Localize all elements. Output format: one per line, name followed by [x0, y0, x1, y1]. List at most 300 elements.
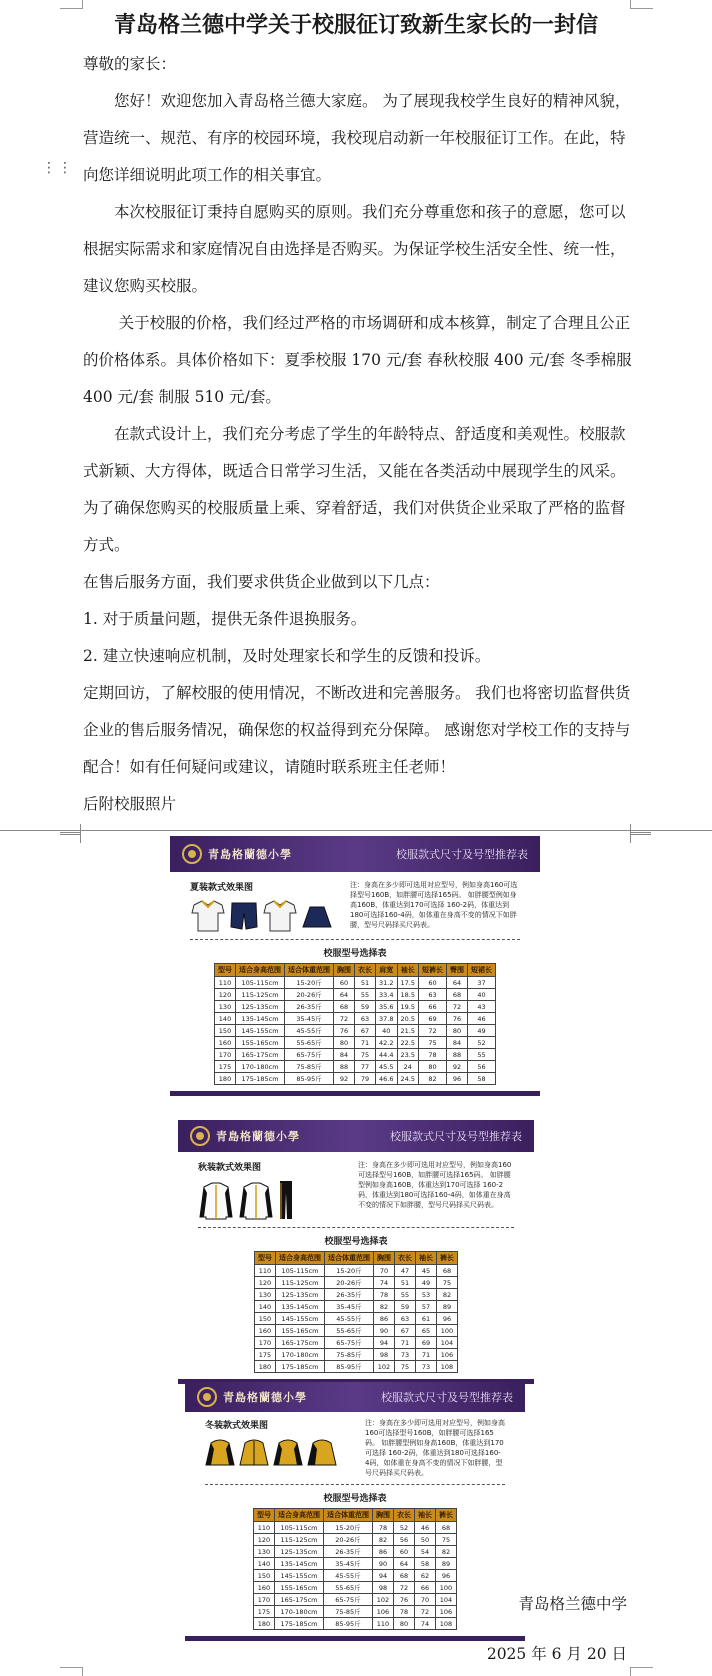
table-cell: 66	[415, 1582, 436, 1594]
table-cell: 74	[415, 1618, 436, 1630]
table-row	[215, 1061, 496, 1073]
list-item: 2. 建立快速响应机制，及时处理家长和学生的反馈和投诉。	[83, 647, 491, 665]
table-cell: 46	[415, 1522, 436, 1534]
table-cell: 86	[374, 1313, 395, 1325]
section-label: 秋装款式效果图	[198, 1163, 262, 1173]
table-cell: 67	[355, 1025, 376, 1037]
table-cell: 84	[446, 1037, 467, 1049]
table-row	[215, 1037, 496, 1049]
table-cell: 145-155cm	[276, 1313, 325, 1325]
table-cell: 26-35斤	[285, 1001, 334, 1013]
table-cell: 68	[394, 1570, 415, 1582]
table-row	[254, 1546, 457, 1558]
table-cell: 15-20斤	[324, 1522, 373, 1534]
table-cell: 82	[418, 1073, 446, 1085]
table-header-cell: 臀围	[446, 964, 467, 977]
table-cell: 170-180cm	[276, 1349, 325, 1361]
table-cell: 61	[416, 1313, 437, 1325]
padded-coat-icon	[307, 1437, 337, 1469]
table-cell: 75	[395, 1361, 416, 1373]
table-cell: 76	[334, 1025, 355, 1037]
table-cell: 72	[334, 1013, 355, 1025]
table-cell: 72	[446, 1001, 467, 1013]
table-cell: 75	[436, 1534, 457, 1546]
table-row	[215, 1049, 496, 1061]
table-cell: 59	[355, 1001, 376, 1013]
table-cell: 70	[374, 1265, 395, 1277]
table-cell: 100	[437, 1325, 458, 1337]
table-cell: 35-45斤	[324, 1558, 373, 1570]
table-cell: 80	[418, 1061, 446, 1073]
table-title: 校服型号选择表	[323, 1494, 387, 1504]
table-cell: 55	[467, 1049, 495, 1061]
summer-uniform-images	[190, 899, 340, 933]
page-corner-mark	[630, 832, 651, 843]
table-header-cell: 适合体重范围	[285, 964, 334, 977]
table-cell: 82	[437, 1289, 458, 1301]
padded-coat-icon	[239, 1437, 269, 1469]
table-cell: 180	[254, 1618, 275, 1630]
table-cell: 76	[446, 1013, 467, 1025]
table-row	[254, 1534, 457, 1546]
table-cell: 58	[467, 1073, 495, 1085]
table-cell: 57	[416, 1301, 437, 1313]
drag-handle-icon[interactable]: ⋮⋮	[42, 160, 74, 176]
table-cell: 76	[394, 1594, 415, 1606]
table-cell: 160	[254, 1582, 275, 1594]
table-header-cell: 胸围	[334, 964, 355, 977]
table-cell: 55-65斤	[324, 1582, 373, 1594]
table-header-cell: 衣长	[395, 1252, 416, 1265]
uniform-panel-autumn	[178, 1120, 534, 1384]
table-cell: 145-155cm	[236, 1025, 285, 1037]
table-cell: 40	[376, 1025, 397, 1037]
table-cell: 71	[416, 1349, 437, 1361]
table-header-cell: 适合体重范围	[325, 1252, 374, 1265]
table-cell: 52	[467, 1037, 495, 1049]
school-name: 青島格蘭德小學	[216, 1130, 300, 1143]
table-header-cell: 衣长	[394, 1509, 415, 1522]
table-cell: 18.5	[397, 989, 418, 1001]
table-cell: 73	[416, 1361, 437, 1373]
table-cell: 65	[416, 1325, 437, 1337]
table-cell: 68	[437, 1265, 458, 1277]
table-cell: 77	[355, 1061, 376, 1073]
table-cell: 82	[436, 1546, 457, 1558]
table-cell: 23.5	[397, 1049, 418, 1061]
table-cell: 45-55斤	[324, 1570, 373, 1582]
table-cell: 80	[334, 1037, 355, 1049]
table-cell: 17.5	[397, 977, 418, 989]
table-cell: 56	[394, 1534, 415, 1546]
table-header-cell: 适合身高范围	[236, 964, 285, 977]
school-name: 青島格蘭德小學	[208, 848, 292, 861]
table-header-cell: 短裤长	[418, 964, 446, 977]
table-cell: 82	[373, 1534, 394, 1546]
table-cell: 60	[334, 977, 355, 989]
table-cell: 115-125cm	[275, 1534, 324, 1546]
table-cell: 68	[436, 1522, 457, 1534]
table-cell: 98	[374, 1349, 395, 1361]
table-cell: 120	[254, 1534, 275, 1546]
padded-coat-icon	[205, 1437, 235, 1469]
table-cell: 145-155cm	[275, 1570, 324, 1582]
table-cell: 90	[374, 1325, 395, 1337]
table-cell: 44.4	[376, 1049, 397, 1061]
table-header-cell: 肩宽	[376, 964, 397, 977]
table-cell: 106	[373, 1606, 394, 1618]
letter-body	[83, 46, 633, 823]
table-row	[255, 1301, 458, 1313]
table-cell: 26-35斤	[324, 1546, 373, 1558]
table-cell: 85-95斤	[285, 1073, 334, 1085]
table-cell: 88	[334, 1061, 355, 1073]
attachment-note: 后附校服照片	[83, 795, 177, 813]
table-cell: 49	[416, 1277, 437, 1289]
uniform-panel-winter	[185, 1382, 525, 1641]
list-item: 1. 对于质量问题，提供无条件退换服务。	[83, 610, 367, 628]
table-cell: 92	[446, 1061, 467, 1073]
table-cell: 62	[415, 1570, 436, 1582]
skirt-icon	[302, 899, 332, 933]
table-cell: 108	[437, 1361, 458, 1373]
table-row	[254, 1618, 457, 1630]
table-cell: 64	[334, 989, 355, 1001]
table-cell: 51	[355, 977, 376, 989]
table-cell: 71	[395, 1337, 416, 1349]
school-name: 青島格蘭德小學	[223, 1391, 307, 1404]
table-cell: 150	[255, 1313, 276, 1325]
section-label: 冬装款式效果图	[205, 1421, 269, 1431]
table-cell: 130	[215, 1001, 236, 1013]
table-cell: 45	[416, 1265, 437, 1277]
table-cell: 69	[418, 1013, 446, 1025]
table-cell: 135-145cm	[236, 1013, 285, 1025]
table-cell: 65-75斤	[325, 1337, 374, 1349]
table-cell: 20-26斤	[285, 989, 334, 1001]
table-row	[215, 989, 496, 1001]
table-cell: 130	[254, 1546, 275, 1558]
size-note: 注：身高在多少即可选用对应型号，例如身高160可选择型号160B，如胖腰可选择165码。 如胖腰型例如身高160B，体重达到170可选择 160-2码，体重达到180可选择160-4码，如体重在身高不变的情况下如胖腰，型号尺码择买尺码表。	[358, 1161, 512, 1209]
table-cell: 72	[394, 1582, 415, 1594]
table-cell: 15-20斤	[325, 1265, 374, 1277]
table-cell: 74	[374, 1277, 395, 1289]
banner-caption: 校服款式尺寸及号型推荐表	[390, 1130, 522, 1143]
table-cell: 26-35斤	[325, 1289, 374, 1301]
table-cell: 170-180cm	[275, 1606, 324, 1618]
table-cell: 50	[415, 1534, 436, 1546]
table-header-cell: 袖长	[416, 1252, 437, 1265]
table-row	[254, 1522, 457, 1534]
paragraph-price: 关于校服的价格，我们经过严格的市场调研和成本核算，制定了合理且公正的价格体系。具体价格如下：夏季校服 170 元/套 春秋校服 400 元/套 冬季棉服 400 元/套 制服 510 元/套。	[83, 314, 632, 406]
signature-date: 2025 年 6 月 20 日	[486, 1645, 627, 1663]
size-note: 注：身高在多少即可选用对应型号，例如身高160可选择型号160B，如胖腰可选择165码。 如胖腰型例如身高160B，体重达到170可选择 160-2码，体重达到180可选择160-4码，如体重在身高不变的情况下如胖腰，型号尺码择买尺码表。	[365, 1419, 505, 1477]
table-cell: 65-75斤	[285, 1049, 334, 1061]
table-cell: 140	[254, 1558, 275, 1570]
table-cell: 94	[373, 1570, 394, 1582]
table-cell: 98	[373, 1582, 394, 1594]
table-header-cell: 适合体重范围	[324, 1509, 373, 1522]
table-cell: 54	[415, 1546, 436, 1558]
table-cell: 104	[437, 1337, 458, 1349]
paragraph-design: 在款式设计上，我们充分考虑了学生的年龄特点、舒适度和美观性。校服款式新颖、大方得体，既适合日常学习生活，又能在各类活动中展现学生的风采。为了确保您购买的校服质量上乘、穿着舒适，我们对供货企业采取了严格的监督方式。	[83, 425, 626, 554]
paragraph-welcome: 您好！欢迎您加入青岛格兰德大家庭。 为了展现我校学生良好的精神风貌，营造统一、规范、有序的校园环境，我校现启动新一年校服征订工作。在此，特向您详细说明此项工作的相关事宜。	[83, 92, 631, 184]
divider	[190, 939, 520, 940]
table-cell: 140	[255, 1301, 276, 1313]
table-cell: 160	[215, 1037, 236, 1049]
table-cell: 84	[334, 1049, 355, 1061]
table-cell: 165-175cm	[275, 1594, 324, 1606]
table-cell: 56	[467, 1061, 495, 1073]
table-cell: 63	[355, 1013, 376, 1025]
table-cell: 170	[215, 1049, 236, 1061]
table-header-row	[254, 1509, 457, 1522]
table-cell: 125-135cm	[236, 1001, 285, 1013]
table-cell: 52	[394, 1522, 415, 1534]
salutation: 尊敬的家长：	[83, 55, 177, 73]
page-break-line	[0, 830, 712, 831]
table-cell: 42.2	[376, 1037, 397, 1049]
table-cell: 96	[437, 1313, 458, 1325]
table-cell: 170	[254, 1594, 275, 1606]
table-cell: 108	[436, 1618, 457, 1630]
table-row	[215, 977, 496, 989]
table-cell: 180	[215, 1073, 236, 1085]
table-header-cell: 衣长	[355, 964, 376, 977]
table-cell: 175	[215, 1061, 236, 1073]
table-cell: 120	[255, 1277, 276, 1289]
table-cell: 64	[394, 1558, 415, 1570]
table-row	[255, 1277, 458, 1289]
table-cell: 53	[416, 1289, 437, 1301]
table-cell: 150	[215, 1025, 236, 1037]
table-cell: 82	[374, 1301, 395, 1313]
track-pants-icon	[278, 1179, 294, 1221]
table-cell: 24.5	[397, 1073, 418, 1085]
table-row	[215, 1001, 496, 1013]
table-cell: 175	[255, 1349, 276, 1361]
table-row	[254, 1606, 457, 1618]
panel-banner	[178, 1120, 534, 1152]
table-cell: 49	[467, 1025, 495, 1037]
divider	[205, 1484, 505, 1485]
polo-shirt-icon	[262, 899, 298, 933]
table-cell: 105-115cm	[275, 1522, 324, 1534]
table-header-cell: 型号	[215, 964, 236, 977]
table-row	[254, 1582, 457, 1594]
table-row	[215, 1025, 496, 1037]
letter-title: 青岛格兰德中学关于校服征订致新生家长的一封信	[113, 13, 598, 38]
table-header-row	[215, 964, 496, 977]
size-table-autumn	[254, 1251, 458, 1373]
table-cell: 70	[415, 1594, 436, 1606]
table-cell: 35-45斤	[325, 1301, 374, 1313]
table-cell: 106	[436, 1606, 457, 1618]
table-cell: 75-85斤	[325, 1349, 374, 1361]
table-cell: 68	[334, 1001, 355, 1013]
table-cell: 15-20斤	[285, 977, 334, 989]
table-cell: 155-165cm	[236, 1037, 285, 1049]
table-cell: 33.4	[376, 989, 397, 1001]
table-cell: 86	[373, 1546, 394, 1558]
table-cell: 55-65斤	[285, 1037, 334, 1049]
table-cell: 175	[254, 1606, 275, 1618]
table-header-cell: 型号	[255, 1252, 276, 1265]
table-cell: 78	[374, 1289, 395, 1301]
table-cell: 69	[416, 1337, 437, 1349]
table-cell: 55	[355, 989, 376, 1001]
table-cell: 20.5	[397, 1013, 418, 1025]
table-cell: 80	[394, 1618, 415, 1630]
panel-footer-bar	[170, 1091, 540, 1096]
table-cell: 46.6	[376, 1073, 397, 1085]
table-cell: 68	[446, 989, 467, 1001]
table-cell: 37	[467, 977, 495, 989]
school-emblem-icon	[197, 1387, 217, 1407]
school-emblem-icon	[190, 1126, 210, 1146]
table-cell: 67	[395, 1325, 416, 1337]
table-header-cell: 袖长	[397, 964, 418, 977]
table-row	[255, 1337, 458, 1349]
table-cell: 75	[437, 1277, 458, 1289]
table-header-cell: 短裙长	[467, 964, 495, 977]
signature-school: 青岛格兰德中学	[518, 1595, 627, 1613]
table-cell: 94	[374, 1337, 395, 1349]
table-cell: 20-26斤	[324, 1534, 373, 1546]
table-cell: 175-185cm	[236, 1073, 285, 1085]
table-cell: 20-26斤	[325, 1277, 374, 1289]
table-row	[215, 1073, 496, 1085]
table-cell: 66	[418, 1001, 446, 1013]
table-cell: 75-85斤	[324, 1606, 373, 1618]
table-cell: 51	[395, 1277, 416, 1289]
table-header-cell: 裤长	[437, 1252, 458, 1265]
table-cell: 80	[446, 1025, 467, 1037]
table-cell: 31.2	[376, 977, 397, 989]
table-cell: 110	[373, 1618, 394, 1630]
school-emblem-icon	[182, 844, 202, 864]
table-cell: 110	[215, 977, 236, 989]
table-cell: 115-125cm	[276, 1277, 325, 1289]
table-cell: 63	[418, 989, 446, 1001]
table-cell: 60	[394, 1546, 415, 1558]
table-cell: 46	[467, 1013, 495, 1025]
table-cell: 58	[415, 1558, 436, 1570]
table-cell: 92	[334, 1073, 355, 1085]
banner-caption: 校服款式尺寸及号型推荐表	[396, 848, 528, 861]
table-header-cell: 胸围	[374, 1252, 395, 1265]
winter-uniform-images	[205, 1437, 355, 1469]
size-table-winter	[253, 1508, 457, 1630]
table-cell: 75-85斤	[285, 1061, 334, 1073]
table-cell: 79	[355, 1073, 376, 1085]
table-cell: 115-125cm	[236, 989, 285, 1001]
banner-caption: 校服款式尺寸及号型推荐表	[381, 1391, 513, 1404]
table-cell: 59	[395, 1301, 416, 1313]
table-cell: 21.5	[397, 1025, 418, 1037]
table-title: 校服型号选择表	[323, 949, 387, 959]
table-row	[215, 1013, 496, 1025]
table-cell: 130	[255, 1289, 276, 1301]
table-cell: 63	[395, 1313, 416, 1325]
table-cell: 78	[394, 1606, 415, 1618]
table-cell: 85-95斤	[324, 1618, 373, 1630]
table-row	[254, 1558, 457, 1570]
table-title: 校服型号选择表	[324, 1237, 388, 1247]
table-row	[255, 1325, 458, 1337]
divider	[198, 1227, 514, 1228]
table-cell: 22.5	[397, 1037, 418, 1049]
table-cell: 170-180cm	[236, 1061, 285, 1073]
table-cell: 105-115cm	[236, 977, 285, 989]
track-jacket-icon	[198, 1181, 234, 1221]
shorts-icon	[230, 899, 258, 933]
table-cell: 47	[395, 1265, 416, 1277]
paragraph-aftersales: 在售后服务方面，我们要求供货企业做到以下几点：	[83, 573, 440, 591]
table-header-cell: 型号	[254, 1509, 275, 1522]
table-row	[255, 1361, 458, 1373]
table-cell: 140	[215, 1013, 236, 1025]
table-header-cell: 适合身高范围	[275, 1509, 324, 1522]
table-cell: 135-145cm	[275, 1558, 324, 1570]
table-row	[255, 1349, 458, 1361]
table-cell: 85-95斤	[325, 1361, 374, 1373]
padded-coat-icon	[273, 1437, 303, 1469]
table-cell: 125-135cm	[276, 1289, 325, 1301]
table-cell: 96	[436, 1570, 457, 1582]
table-cell: 60	[418, 977, 446, 989]
table-cell: 102	[373, 1594, 394, 1606]
table-cell: 155-165cm	[275, 1582, 324, 1594]
size-note: 注：身高在多少即可选用对应型号，例如身高160可选择型号160B，如胖腰可选择165码。 如胖腰型例如身高160B，体重达到170可选择 160-2码，体重达到180可选择160-4码，如体重在身高不变的情况下如胖腰，型号尺码择买尺码表。	[350, 881, 518, 929]
table-cell: 106	[437, 1349, 458, 1361]
page-corner-mark	[60, 832, 81, 843]
table-cell: 78	[418, 1049, 446, 1061]
table-row	[255, 1265, 458, 1277]
table-cell: 110	[254, 1522, 275, 1534]
table-cell: 96	[446, 1073, 467, 1085]
table-cell: 135-145cm	[276, 1301, 325, 1313]
table-row	[254, 1594, 457, 1606]
table-cell: 88	[446, 1049, 467, 1061]
table-cell: 102	[374, 1361, 395, 1373]
table-cell: 73	[395, 1349, 416, 1361]
table-cell: 125-135cm	[275, 1546, 324, 1558]
table-cell: 89	[436, 1558, 457, 1570]
table-cell: 72	[418, 1025, 446, 1037]
table-cell: 120	[215, 989, 236, 1001]
polo-shirt-icon	[190, 899, 226, 933]
table-cell: 170	[255, 1337, 276, 1349]
panel-footer-bar	[185, 1636, 525, 1641]
table-header-cell: 裤长	[436, 1509, 457, 1522]
table-row	[255, 1313, 458, 1325]
table-cell: 150	[254, 1570, 275, 1582]
uniform-panel-summer	[170, 836, 540, 1096]
table-cell: 65-75斤	[324, 1594, 373, 1606]
table-row	[254, 1570, 457, 1582]
table-cell: 35-45斤	[285, 1013, 334, 1025]
table-cell: 45-55斤	[325, 1313, 374, 1325]
table-header-cell: 袖长	[415, 1509, 436, 1522]
table-cell: 110	[255, 1265, 276, 1277]
table-cell: 160	[255, 1325, 276, 1337]
table-cell: 45.5	[376, 1061, 397, 1073]
table-header-row	[255, 1252, 458, 1265]
panel-banner	[170, 836, 540, 872]
table-cell: 35.6	[376, 1001, 397, 1013]
table-cell: 100	[436, 1582, 457, 1594]
